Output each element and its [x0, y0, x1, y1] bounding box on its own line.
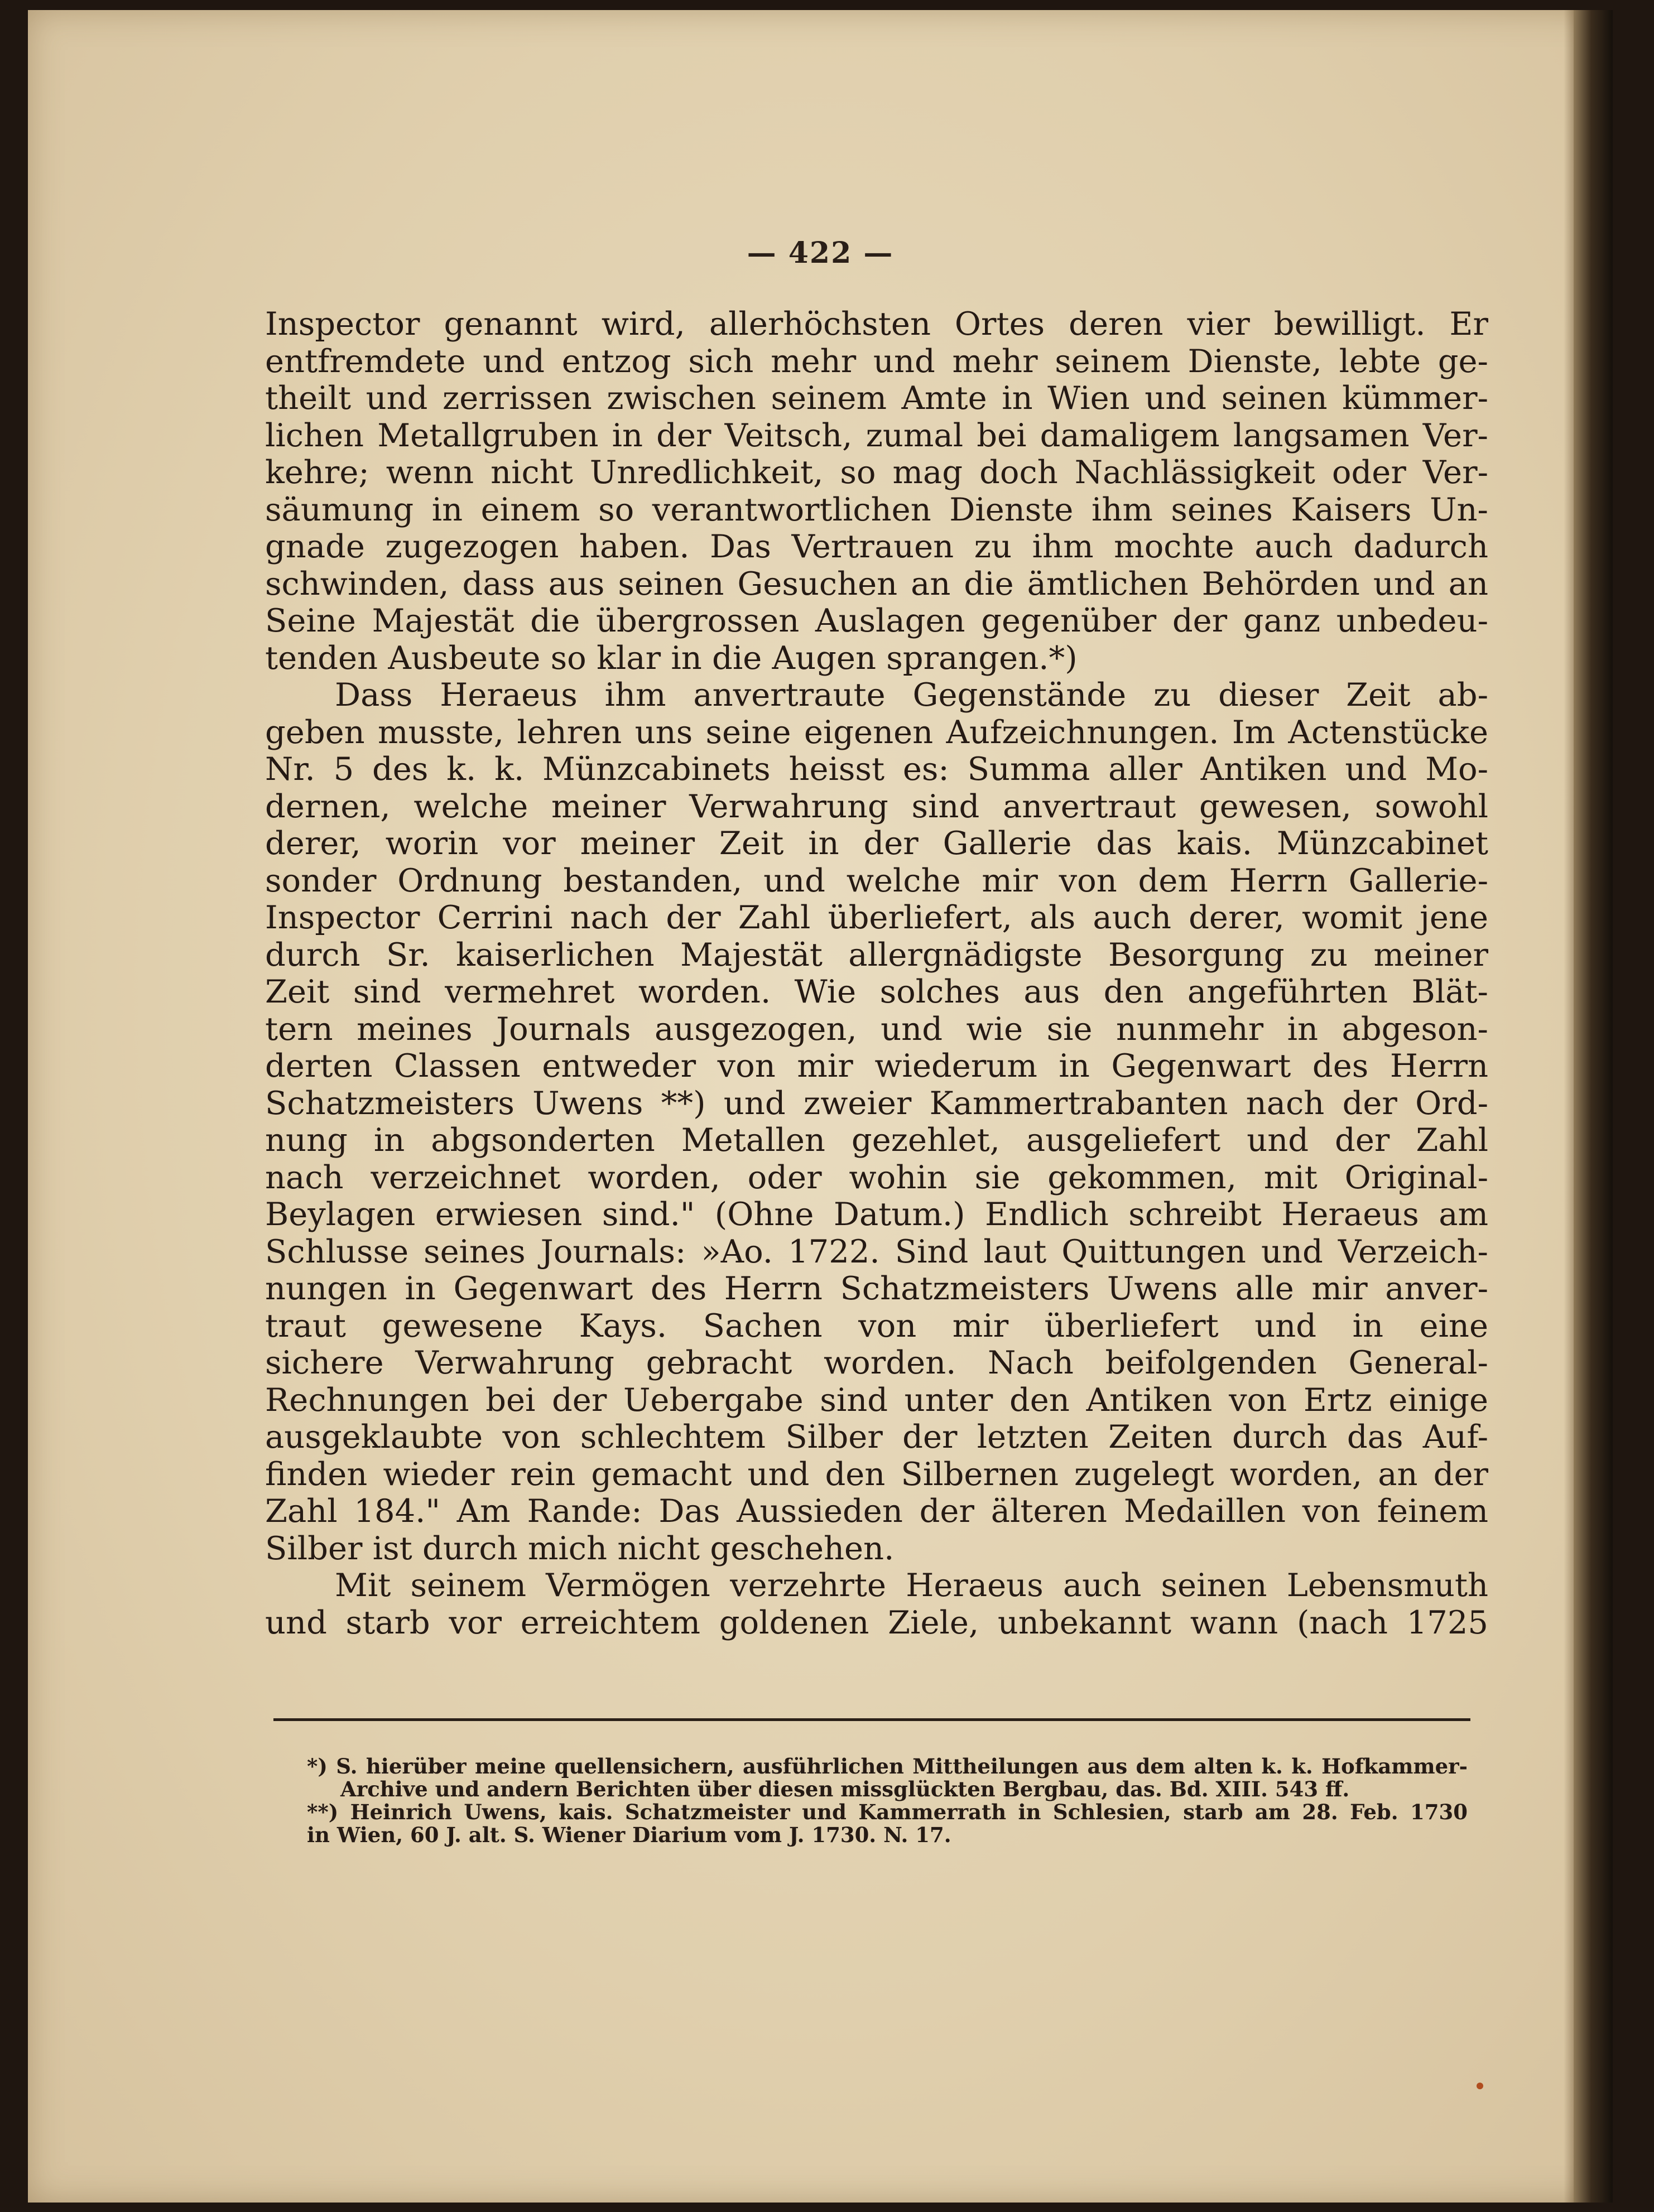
text-line: finden wieder rein gemacht und den Silbernen zugelegt worden, an der — [265, 1455, 1488, 1493]
footnote-2 — [307, 1801, 1468, 1824]
text-line: theilt und zerrissen zwischen seinem Amte in Wien und seinen kümmer- — [265, 379, 1488, 417]
text-line: entfremdete und entzog sich mehr und mehr seinem Dienste, lebte ge- — [265, 342, 1488, 380]
text-line: Beylagen erwiesen sind." (Ohne Datum.) Endlich schreibt Heraeus am — [265, 1196, 1488, 1233]
text-line: derten Classen entweder von mir wiederum in Gegenwart des Herrn — [265, 1047, 1488, 1085]
footnote-1-cont: Archive und andern Berichten über diesen missglückten Bergbau, das. Bd. XIII. 543 ff. — [340, 1777, 1350, 1801]
text-line: Schatzmeisters Uwens **) und zweier Kammertrabanten nach der Ord- — [265, 1084, 1488, 1122]
text-line: durch Sr. kaiserlichen Majestät allergnädigste Besorgung zu meiner — [265, 936, 1488, 974]
text-line: sonder Ordnung bestanden, und welche mir von dem Herrn Gallerie- — [265, 861, 1488, 899]
main-text — [265, 306, 1488, 1641]
text-line: gnade zugezogen haben. Das Vertrauen zu ihm mochte auch dadurch — [265, 528, 1488, 565]
text-line: Schlusse seines Journals: »Ao. 1722. Sind laut Quittungen und Verzeich- — [265, 1232, 1488, 1270]
footnote-mark: **) — [307, 1800, 339, 1824]
text-line: traut gewesene Kays. Sachen von mir überliefert und in eine — [265, 1307, 1488, 1344]
text-line: schwinden, dass aus seinen Gesuchen an die ämtlichen Behörden und an — [265, 565, 1488, 603]
text-line: Nr. 5 des k. k. Münzcabinets heisst es: Summa aller Antiken und Mo- — [265, 750, 1488, 788]
text-line: nach verzeichnet worden, oder wohin sie gekommen, mit Original- — [265, 1158, 1488, 1196]
footnote-text: Heinrich Uwens, kais. Schatzmeister und Kammerrath in Schlesien, starb am 28. Feb. 1730 — [350, 1800, 1468, 1824]
text-line: Mit seinem Vermögen verzehrte Heraeus auch seinen Lebensmuth — [335, 1567, 1488, 1604]
book-page — [28, 10, 1613, 2203]
text-line: Inspector Cerrini nach der Zahl überliefert, als auch derer, womit jene — [265, 899, 1488, 936]
text-line: tenden Ausbeute so klar in die Augen sprangen.*) — [265, 639, 1078, 677]
text-line: Seine Majestät die übergrossen Auslagen gegenüber der ganz unbedeu- — [265, 602, 1488, 639]
page-number: — 422 — — [747, 236, 894, 270]
text-line: Zeit sind vermehret worden. Wie solches aus den angeführten Blät- — [265, 973, 1488, 1010]
footnote-mark: *) — [307, 1754, 328, 1779]
text-line: dernen, welche meiner Verwahrung sind anvertraut gewesen, sowohl — [265, 787, 1488, 825]
footnote-text: S. hierüber meine quellensichern, ausführlichen Mittheilungen aus dem alten k. k. Hofkammer- — [336, 1754, 1468, 1779]
text-line: Rechnungen bei der Uebergabe sind unter den Antiken von Ertz einige — [265, 1381, 1488, 1419]
page-edge-shadow — [1564, 10, 1574, 2203]
footnote-separator — [273, 1718, 1470, 1721]
footnote-1 — [307, 1755, 1468, 1778]
text-line: geben musste, lehren uns seine eigenen Aufzeichnungen. Im Actenstücke — [265, 713, 1488, 751]
text-line: Inspector genannt wird, allerhöchsten Ortes deren vier bewilligt. Er — [265, 305, 1488, 343]
text-line: Dass Heraeus ihm anvertraute Gegenstände zu dieser Zeit ab- — [335, 676, 1488, 714]
text-line: und starb vor erreichtem goldenen Ziele, unbekannt wann (nach 1725 — [265, 1603, 1488, 1641]
footnotes — [307, 1755, 1468, 1847]
text-line: kehre; wenn nicht Unredlichkeit, so mag doch Nachlässigkeit oder Ver- — [265, 454, 1488, 491]
text-line: ausgeklaubte von schlechtem Silber der letzten Zeiten durch das Auf- — [265, 1418, 1488, 1456]
text-line: nungen in Gegenwart des Herrn Schatzmeisters Uwens alle mir anver- — [265, 1270, 1488, 1307]
text-line: tern meines Journals ausgezogen, und wie sie nunmehr in abgeson- — [265, 1010, 1488, 1048]
footnote-2-cont: in Wien, 60 J. alt. S. Wiener Diarium vom J. 1730. N. 17. — [307, 1823, 951, 1847]
text-line: lichen Metallgruben in der Veitsch, zumal bei damaligem langsamen Ver- — [265, 416, 1488, 454]
text-line: Zahl 184." Am Rande: Das Aussieden der älteren Medaillen von feinem — [265, 1492, 1488, 1530]
text-line: nung in abgsonderten Metallen gezehlet, ausgeliefert und der Zahl — [265, 1121, 1488, 1159]
paper-spot — [1477, 2083, 1483, 2089]
text-line: Silber ist durch mich nicht geschehen. — [265, 1529, 895, 1567]
text-line: säumung in einem so verantwortlichen Dienste ihm seines Kaisers Un- — [265, 490, 1488, 528]
text-line: derer, worin vor meiner Zeit in der Gallerie das kais. Münzcabinet — [265, 825, 1488, 862]
book-spine — [1574, 10, 1613, 2203]
text-line: sichere Verwahrung gebracht worden. Nach beifolgenden General- — [265, 1344, 1488, 1381]
